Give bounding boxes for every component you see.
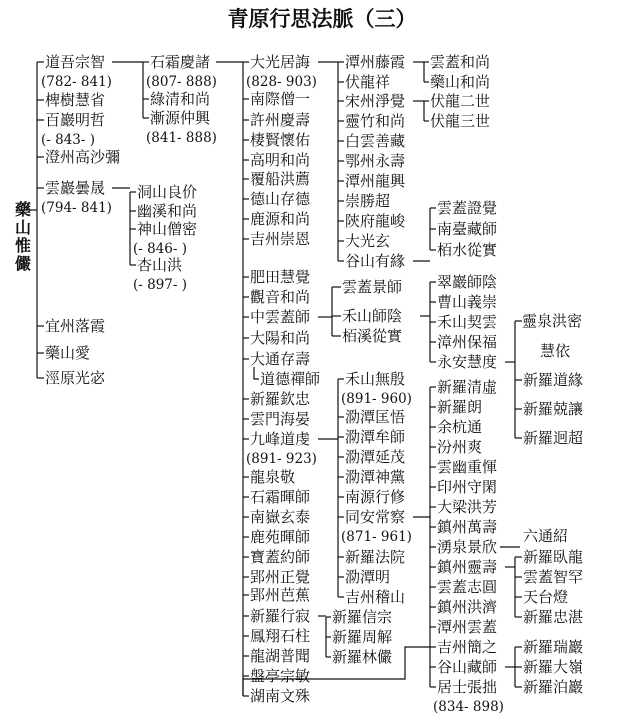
node-c3-daguang-dates: (828- 903) bbox=[246, 74, 317, 90]
node-c3-jiufeng-dates: (891- 923) bbox=[246, 451, 317, 467]
node-c4-lingzhu: 靈竹和尚 bbox=[345, 112, 406, 130]
node-c3-shishuanghui: 石霜暉師 bbox=[250, 488, 311, 506]
root-node: 藥山惟儼 bbox=[14, 200, 32, 273]
node-c1-daowu: 道吾宗智 bbox=[45, 53, 106, 71]
node-c4-ezhou: 鄂州永壽 bbox=[345, 152, 406, 170]
node-c3-yingzhoujiao: 郢州芭蕉 bbox=[250, 586, 311, 604]
node-c6-xinluobo: 新羅泊巖 bbox=[523, 678, 584, 696]
node-c5-zhenzhoulin: 鎮州靈壽 bbox=[437, 558, 498, 576]
node-c2-luqing: 綠清和尚 bbox=[150, 90, 211, 108]
node-c6-yungaizhihan: 雲蓋智罕 bbox=[523, 568, 584, 586]
node-c6-xinluorui: 新羅瑞巖 bbox=[523, 638, 584, 656]
node-c5-zhenzhouhong: 鎮州洪濟 bbox=[437, 598, 498, 616]
node-c5-fulong3: 伏龍三世 bbox=[430, 112, 491, 130]
node-c2-xingshan: 杏山洪 bbox=[137, 256, 183, 274]
node-c4-songzhou: 宋州淨覺 bbox=[345, 92, 406, 110]
node-c4-nanyuanxing: 南源行修 bbox=[345, 488, 406, 506]
node-c1-pishu: 椑樹慧省 bbox=[45, 91, 106, 109]
node-c2-youxi: 幽溪和尚 bbox=[137, 202, 198, 220]
node-c4-heshanwu-dates: (891- 960) bbox=[341, 391, 412, 407]
node-c2-jianyuan: 漸源仲興 bbox=[150, 109, 211, 127]
node-c3-yingzhou: 郢州正覺 bbox=[250, 568, 311, 586]
node-c6-huiyi: 慧依 bbox=[540, 342, 571, 360]
node-c5-nantai: 南臺藏師 bbox=[437, 220, 498, 238]
node-c3-deshan: 德山存德 bbox=[250, 190, 311, 208]
node-c4-xinluofa: 新羅法院 bbox=[345, 548, 406, 566]
node-c4-xinluolin: 新羅林儼 bbox=[332, 648, 393, 666]
node-c5-fulong2: 伏龍二世 bbox=[430, 92, 491, 110]
node-c3-xinluo: 新羅欽忠 bbox=[250, 390, 311, 408]
node-c5-jushi: 居士張拙 bbox=[437, 678, 498, 696]
node-c5-yinzhou: 印州守閑 bbox=[437, 478, 498, 496]
node-c3-luyuanhui: 鹿苑暉師 bbox=[250, 528, 311, 546]
node-c3-fengxiang: 鳳翔石柱 bbox=[250, 627, 311, 645]
node-c4-gushan: 谷山有緣 bbox=[345, 252, 406, 270]
node-c1-chengzhou: 澄州高沙彌 bbox=[45, 148, 121, 166]
node-c4-tanzhoulong: 潭州龍興 bbox=[345, 172, 406, 190]
node-c5-zhenzhouwan: 鎮州萬壽 bbox=[437, 518, 498, 536]
node-c5-tanzhouyun: 潭州雲蓋 bbox=[437, 618, 498, 636]
node-c6-tiantai: 天台燈 bbox=[523, 588, 569, 606]
node-c3-daguang: 大光居誨 bbox=[250, 53, 311, 71]
node-c1-yizhou: 宜州落霞 bbox=[45, 317, 106, 335]
node-c5-yungaizheng: 雲蓋證覺 bbox=[437, 199, 498, 217]
node-c5-yungaizhi: 雲蓋志圓 bbox=[437, 578, 498, 596]
node-c4-heshanwu: 禾山無殷 bbox=[345, 370, 406, 388]
node-c5-yuhang: 余杭通 bbox=[437, 418, 483, 436]
node-c5-daliang: 大梁洪芳 bbox=[437, 498, 498, 516]
node-c4-shanfu: 陝府龍峻 bbox=[345, 212, 406, 230]
node-c3-longquan: 龍泉敬 bbox=[250, 468, 296, 486]
node-c3-zhongyun: 中雲蓋師 bbox=[250, 308, 311, 326]
node-c5-yunyouzhong: 雲幽重惲 bbox=[437, 458, 498, 476]
node-c4-letan: 泐潭匡悟 bbox=[345, 408, 406, 426]
node-c1-baiyan: 百巖明哲 bbox=[45, 111, 106, 129]
node-c3-yunmen: 雲門海晏 bbox=[250, 410, 311, 428]
node-c1-baiyan-dates: (- 843- ) bbox=[41, 132, 96, 148]
node-c3-jiufeng: 九峰道虔 bbox=[250, 430, 311, 448]
node-c2-shenshan: 神山僧密 bbox=[137, 220, 198, 238]
node-c2-shenshan-dates: (- 846- ) bbox=[133, 241, 188, 257]
node-c4-daguangxuan: 大光玄 bbox=[345, 232, 391, 250]
node-c4-letanshen: 泐潭神黨 bbox=[345, 468, 406, 486]
node-c3-daode: 道德禪師 bbox=[260, 370, 321, 388]
node-c5-yongquan: 湧泉景欣 bbox=[437, 538, 498, 556]
node-c5-gushancang: 谷山藏師 bbox=[437, 658, 498, 676]
node-c3-jizhou: 吉州崇恩 bbox=[250, 230, 311, 248]
node-c1-daowu-dates: (782- 841) bbox=[41, 74, 112, 90]
node-c3-guanyin: 觀音和尚 bbox=[250, 288, 311, 306]
node-c6-xinluojing: 新羅兢讓 bbox=[523, 400, 584, 418]
node-c3-fuchuan: 覆船洪薦 bbox=[250, 170, 311, 188]
node-c6-liutong: 六通紹 bbox=[523, 527, 569, 545]
node-c4-yungai: 雲蓋景師 bbox=[342, 278, 403, 296]
node-c4-tanzhou: 潭州藤霞 bbox=[345, 53, 406, 71]
node-c6-xinluozhong: 新羅忠湛 bbox=[523, 608, 584, 626]
node-c6-xinluodao: 新羅道緣 bbox=[523, 371, 584, 389]
node-c4-xinluozhou: 新羅周解 bbox=[332, 628, 393, 646]
node-c4-heshan: 禾山師陰 bbox=[342, 307, 403, 325]
node-c2-xingshan-dates: (- 897- ) bbox=[133, 277, 188, 293]
node-c5-heshanqi: 禾山契雲 bbox=[437, 313, 498, 331]
node-c3-gaoming: 高明和尚 bbox=[250, 151, 311, 169]
node-c5-zhangzhou: 漳州保福 bbox=[437, 333, 498, 351]
node-c5-caoshan: 曹山義崇 bbox=[437, 293, 498, 311]
node-c6-lingquan: 靈泉洪密 bbox=[522, 312, 583, 330]
node-c4-xinluoxin: 新羅信宗 bbox=[332, 608, 393, 626]
node-c6-xinluowo: 新羅臥龍 bbox=[523, 548, 584, 566]
node-c4-tongan-dates: (871- 961) bbox=[341, 529, 412, 545]
node-c4-fulong: 伏龍祥 bbox=[345, 73, 391, 91]
node-c4-letanmou: 泐潭牟師 bbox=[345, 428, 406, 446]
node-c3-feitian: 肥田慧覺 bbox=[250, 268, 311, 286]
node-c3-luyuan: 鹿源和尚 bbox=[250, 210, 311, 228]
node-c5-yongan: 永安慧度 bbox=[437, 353, 498, 371]
node-c6-xinluojiong: 新羅迥超 bbox=[523, 429, 584, 447]
node-c5-fenzhou: 汾州爽 bbox=[437, 438, 483, 456]
node-c4-letanming: 泐潭明 bbox=[345, 568, 391, 586]
node-c4-jizhouji: 吉州稽山 bbox=[345, 588, 406, 606]
node-c1-yunyan: 雲巖曇晟 bbox=[45, 179, 106, 197]
node-c4-chongsheng: 崇勝超 bbox=[345, 192, 391, 210]
node-c5-zhishui: 栢水從實 bbox=[437, 241, 498, 259]
node-c1-yaoshan: 藥山愛 bbox=[45, 344, 91, 362]
node-c3-datong: 大通存壽 bbox=[250, 350, 311, 368]
node-c3-hunan: 湖南文殊 bbox=[250, 687, 311, 705]
node-c3-dayang: 大陽和尚 bbox=[250, 329, 311, 347]
node-c5-xinluoqing: 新羅清虛 bbox=[437, 378, 498, 396]
node-c3-nanji: 南際僧一 bbox=[250, 90, 311, 108]
node-c5-cuiyan: 翠巖師陰 bbox=[437, 273, 498, 291]
node-c4-tongan: 同安常察 bbox=[345, 508, 406, 526]
node-c5-jizhouzhi: 吉州簡之 bbox=[437, 638, 498, 656]
datong-daode-link bbox=[254, 367, 259, 379]
node-c2-jianyuan-dates: (841- 888) bbox=[146, 130, 217, 146]
node-c5-jushi-dates: (834- 898) bbox=[433, 699, 504, 715]
node-c1-yunyan-dates: (794- 841) bbox=[41, 200, 112, 216]
node-c1-jingyuan: 涇原光宓 bbox=[45, 369, 106, 387]
node-c3-xuzhou: 許州慶壽 bbox=[250, 111, 311, 129]
node-c3-baogai: 寶蓋約師 bbox=[250, 548, 311, 566]
node-c2-shishuang: 石霜慶諸 bbox=[150, 53, 211, 71]
node-c4-letanyan: 泐潭延茂 bbox=[345, 448, 406, 466]
node-c5-xinluolang: 新羅朗 bbox=[437, 398, 483, 416]
node-c2-shishuang-dates: (807- 888) bbox=[146, 74, 217, 90]
node-c3-xinluoxingji: 新羅行寂 bbox=[250, 607, 311, 625]
node-c6-xinluoda: 新羅大嶺 bbox=[523, 658, 584, 676]
node-c5-yungaihe: 雲蓋和尚 bbox=[430, 53, 491, 71]
node-c3-longhu: 龍湖普聞 bbox=[250, 647, 311, 665]
node-c3-panting: 盤亭宗敏 bbox=[250, 667, 311, 685]
node-c3-nanyue: 南嶽玄泰 bbox=[250, 508, 311, 526]
node-c4-baixi: 栢溪從實 bbox=[342, 327, 403, 345]
node-labels bbox=[14, 53, 584, 715]
node-c2-dongshan: 洞山良价 bbox=[137, 183, 198, 201]
node-c5-yaoshanhe: 藥山和尚 bbox=[430, 73, 491, 91]
node-c4-baiyun: 白雲善藏 bbox=[345, 132, 406, 150]
chart-title: 青原行思法脈（三） bbox=[227, 6, 417, 31]
node-c3-qixian: 棲賢懷佑 bbox=[250, 131, 311, 149]
